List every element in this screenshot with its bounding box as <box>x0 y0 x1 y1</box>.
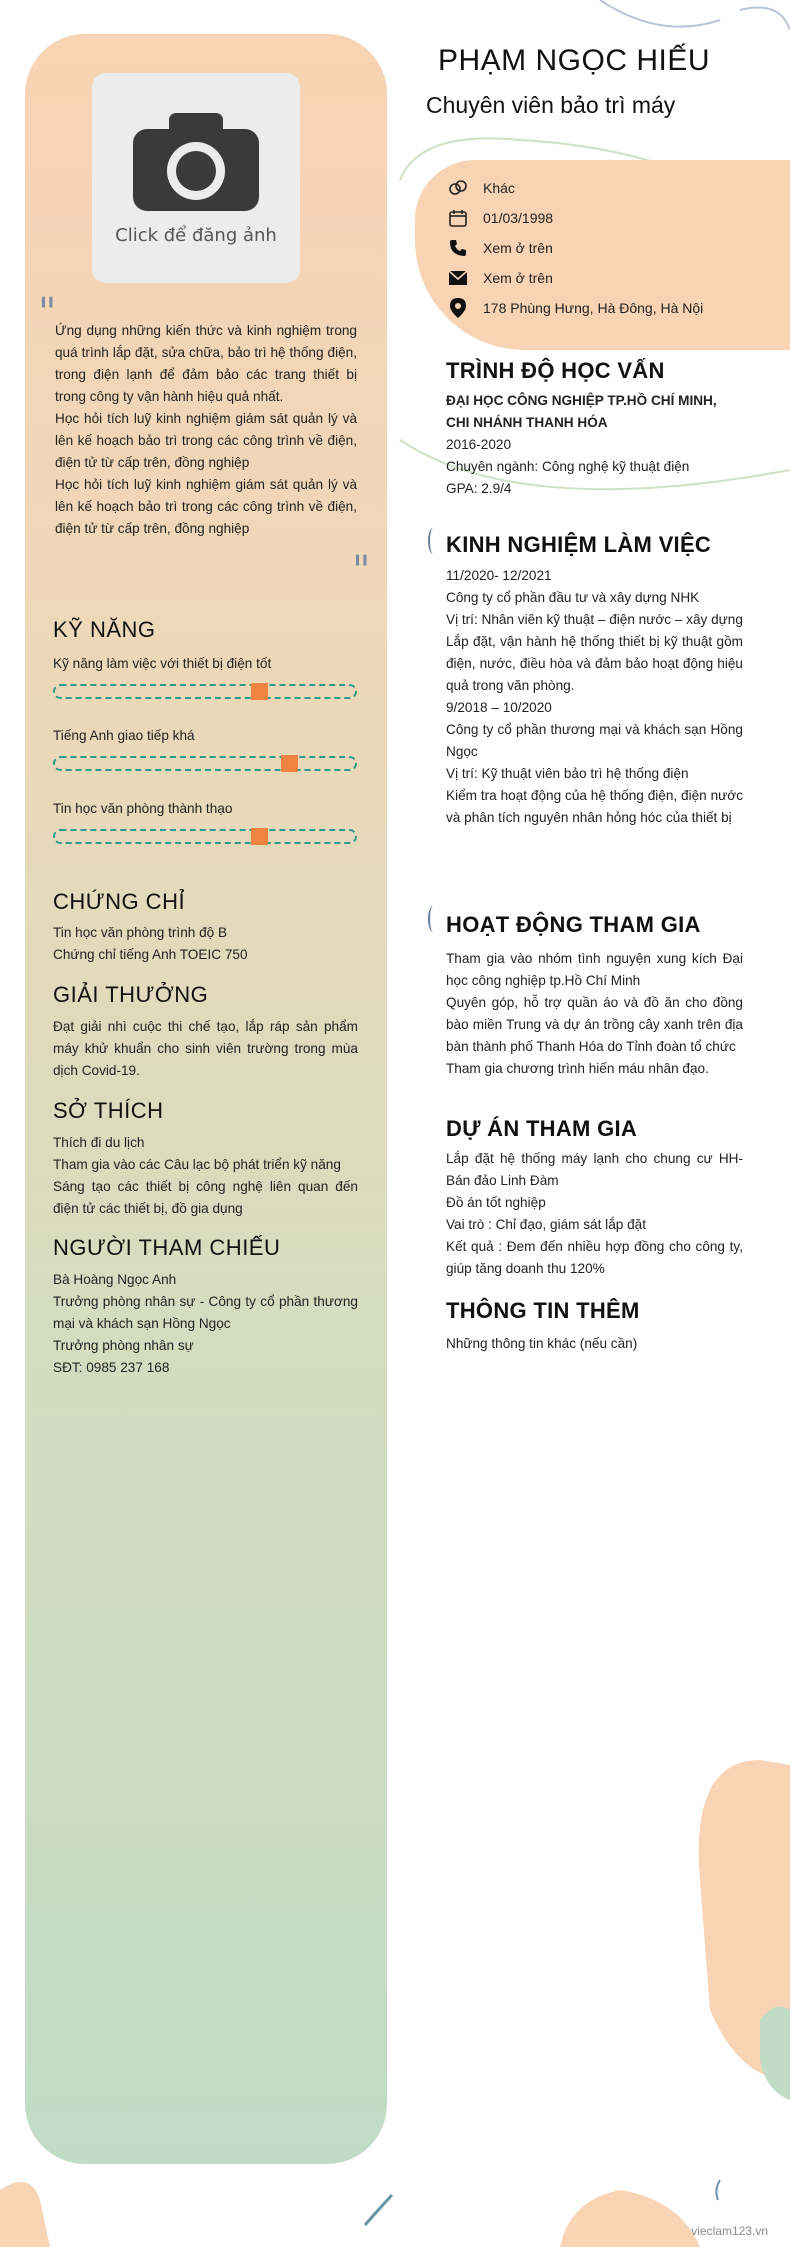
skills-title: KỸ NĂNG <box>53 617 156 642</box>
summary-paragraph: Ứng dụng những kiến thức và kinh nghiệm trong quá trình lắp đặt, sửa chữa, bảo trì hệ thống điện, trong điện lạnh để đảm bảo các trang thiết bị trong công ty vận hành hiệu quả nhất. <box>55 323 357 404</box>
project-line: Lắp đặt hệ thống máy lạnh cho chung cư HH-Bán đảo Linh Đàm <box>446 1151 743 1188</box>
activity-line: Tham gia chương trình hiến máu nhân đạo. <box>446 1061 709 1076</box>
skill-label: Tiếng Anh giao tiếp khá <box>53 728 195 743</box>
certificates-list <box>53 922 358 966</box>
more-info-title: THÔNG TIN THÊM <box>446 1298 640 1323</box>
education-title: TRÌNH ĐỘ HỌC VẤN <box>446 358 665 383</box>
activities-details <box>446 948 743 1080</box>
education-school: ĐẠI HỌC CÔNG NGHIỆP TP.HỒ CHÍ MINH, CHI NHÁNH THANH HÓA <box>446 393 717 430</box>
gender-icon <box>447 178 469 198</box>
references-list <box>53 1269 358 1379</box>
awards-list <box>53 1016 358 1082</box>
contact-email <box>447 268 553 288</box>
education-line: 2016-2020 <box>446 437 512 452</box>
education-details <box>446 390 743 500</box>
experience-line: Kiểm tra hoạt động của hệ thống điện, điện nước và phân tích nguyên nhân hỏng hóc của thiết bị <box>446 788 743 825</box>
experience-line: Công ty cổ phần đầu tư và xây dựng NHK <box>446 590 700 605</box>
contact-address <box>447 298 703 318</box>
education-line: Chuyên ngành: Công nghệ kỹ thuật điện <box>446 459 690 474</box>
skill-item <box>53 656 358 699</box>
location-pin-icon <box>447 298 469 318</box>
certificates-title: CHỨNG CHỈ <box>53 889 186 914</box>
experience-line: 9/2018 – 10/2020 <box>446 700 552 715</box>
close-quote-icon: " <box>352 548 371 594</box>
hobby-item: Thích đi du lịch <box>53 1135 145 1150</box>
summary-paragraph: Học hỏi tích luỹ kinh nghiệm giám sát quản lý và lên kế hoạch bảo trì trong các công trình về điện, điện tử từ cấp trên, đồng nghiệp <box>55 477 357 536</box>
awards-title: GIẢI THƯỞNG <box>53 982 209 1007</box>
open-quote-icon: " <box>38 290 57 336</box>
award-item: Đạt giải nhì cuộc thi chế tạo, lắp ráp sản phẩm máy khử khuẩn cho sinh viên trường trong mùa dịch Covid-19. <box>53 1019 358 1078</box>
section-bracket-decoration <box>428 906 438 932</box>
references-title: NGƯỜI THAM CHIẾU <box>53 1235 281 1260</box>
certificate-item: Tin học văn phòng trình độ B <box>53 925 228 940</box>
contact-gender <box>447 178 515 198</box>
experience-details <box>446 565 743 829</box>
contact-gender-text: Khác <box>483 180 515 196</box>
phone-icon <box>447 238 469 258</box>
skill-bar <box>53 829 357 844</box>
section-bracket-decoration <box>428 528 438 554</box>
photo-upload[interactable] <box>92 73 300 283</box>
photo-upload-label: Click để đăng ảnh <box>115 224 277 246</box>
reference-item: Trưởng phòng nhân sự <box>53 1338 194 1353</box>
activities-title: HOẠT ĐỘNG THAM GIA <box>446 912 701 937</box>
camera-icon <box>133 111 259 211</box>
hobbies-list <box>53 1132 358 1220</box>
experience-line: 11/2020- 12/2021 <box>446 568 552 583</box>
skill-level-marker <box>281 755 298 772</box>
projects-title: DỰ ÁN THAM GIA <box>446 1116 638 1141</box>
skill-level-marker <box>251 828 268 845</box>
project-line: Vai trò : Chỉ đạo, giám sát lắp đặt <box>446 1217 646 1232</box>
project-line: Đồ án tốt nghiệp <box>446 1195 546 1210</box>
reference-item: Bà Hoàng Ngọc Anh <box>53 1272 177 1287</box>
email-icon <box>447 268 469 288</box>
hobbies-title: SỞ THÍCH <box>53 1098 164 1123</box>
site-watermark: vieclam123.vn <box>691 2224 768 2238</box>
education-line: GPA: 2.9/4 <box>446 481 512 496</box>
skill-label: Kỹ năng làm việc với thiết bị điện tốt <box>53 656 272 671</box>
hobby-item: Sáng tạo các thiết bị công nghệ liên quan đến điện tử các thiết bị, đồ gia dụng <box>53 1179 358 1216</box>
more-info-line: Những thông tin khác (nếu cần) <box>446 1336 638 1351</box>
certificate-item: Chứng chỉ tiếng Anh TOEIC 750 <box>53 947 248 962</box>
calendar-icon <box>447 208 469 228</box>
experience-line: Vị trí: Nhân viên kỹ thuật – điện nước – xây dựng <box>446 612 743 627</box>
skill-level-marker <box>251 683 268 700</box>
skill-item <box>53 728 358 771</box>
skill-bar <box>53 756 357 771</box>
skill-item <box>53 801 358 844</box>
experience-line: Vị trí: Kỹ thuật viên bảo trì hệ thống điện <box>446 766 689 781</box>
activity-line: Tham gia vào nhóm tình nguyện xung kích Đại học công nghiệp tp.Hồ Chí Minh <box>446 951 743 988</box>
more-info-details <box>446 1333 743 1355</box>
contact-birthdate-text: 01/03/1998 <box>483 210 554 226</box>
candidate-name: PHẠM NGỌC HIẾU <box>438 44 711 77</box>
experience-title: KINH NGHIỆM LÀM VIỆC <box>446 532 712 557</box>
reference-item: SĐT: 0985 237 168 <box>53 1360 170 1375</box>
career-summary <box>55 320 357 540</box>
projects-details <box>446 1148 743 1280</box>
project-line: Kết quả : Đem đến nhiều hợp đồng cho công ty, giúp tăng doanh thu 120% <box>446 1239 743 1276</box>
job-title: Chuyên viên bảo trì máy <box>426 92 676 118</box>
experience-line: Lắp đặt, vận hành hệ thống thiết bị kỹ thuật gồm điện, nước, điều hòa và đảm bảo hoạt động hiệu quả trong văn phòng. <box>446 634 743 693</box>
skill-label: Tin học văn phòng thành thạo <box>53 801 233 816</box>
contact-address-text: 178 Phùng Hưng, Hà Đông, Hà Nội <box>483 300 704 316</box>
reference-item: Trưởng phòng nhân sự - Công ty cổ phần thương mại và khách sạn Hồng Ngọc <box>53 1294 358 1331</box>
contact-email-text: Xem ở trên <box>483 270 553 286</box>
skill-bar <box>53 684 357 699</box>
contact-phone-text: Xem ở trên <box>483 240 553 256</box>
contact-phone <box>447 238 553 258</box>
experience-line: Công ty cổ phần thương mại và khách sạn Hồng Ngọc <box>446 722 743 759</box>
summary-paragraph: Học hỏi tích luỹ kinh nghiệm giám sát quản lý và lên kế hoạch bảo trì trong các công trình về điện, điện tử từ cấp trên, đồng nghiệp <box>55 411 357 470</box>
contact-birthdate <box>447 208 553 228</box>
activity-line: Quyên góp, hỗ trợ quần áo và đồ ăn cho đồng bào miền Trung và dự án trồng cây xanh trên địa bàn thành phố Thanh Hóa do Tỉnh đoàn tổ chức <box>446 995 743 1054</box>
hobby-item: Tham gia vào các Câu lạc bộ phát triển kỹ năng <box>53 1157 341 1172</box>
